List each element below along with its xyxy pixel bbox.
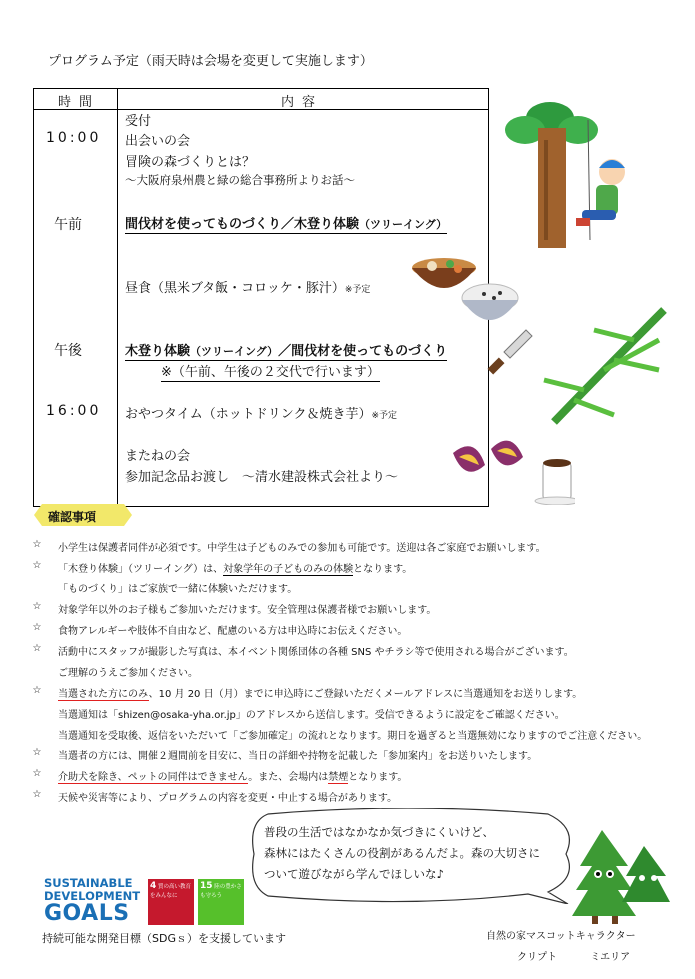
star-icon: ☆: [32, 643, 42, 654]
star-icon: ☆: [32, 789, 42, 800]
mascot-tree-characters: [572, 826, 672, 926]
note-text: 「ものづくり」はご家族で一緒に体験いただけます。: [58, 584, 298, 595]
mascot-caption: 自然の家マスコットキャラクター: [486, 931, 636, 942]
mascot-names: [517, 948, 630, 963]
item-lunch: [125, 277, 370, 296]
item-reception: 受付: [125, 114, 152, 129]
note-text: 当選通知を受取後、返信をいただいて「ご参加確定」の流れとなります。期日を過ぎると当選無効になりますのでご注意ください。: [58, 731, 648, 742]
note-text: 小学生は保護者同伴が必須です。中学生は子どものみでの参加も可能です。送迎は各ご家庭でお願いします。: [58, 543, 546, 554]
note-text: [58, 560, 412, 575]
am-activity-tag: （ツリーイング）: [359, 218, 448, 231]
table-column-divider: [117, 89, 118, 506]
pm-activity-text-b: ／間伐材を使ってものづくり: [278, 344, 448, 359]
star-icon: ☆: [32, 685, 42, 696]
mascot-name-1: クリプト: [517, 952, 557, 963]
snack-illustration: [445, 405, 575, 505]
sdg-goal-4: [148, 879, 194, 925]
am-activity-text: 間伐材を使ってものづくり／木登り体験: [125, 217, 360, 232]
note-text: 当選者の方には、開催２週間前を目安に、当日の詳細や持物を記載した「参加案内」をお送りいたします。: [58, 751, 538, 762]
sdg-goal-15-number: 15: [200, 881, 213, 891]
sweet-potato-illustration: [453, 441, 523, 472]
note-6-part-b: 、10 月 20 日（月）までに申込時にご登録いただくメールアドレスに当選通知をお送りします。: [148, 689, 583, 700]
sdg-goal-15-text: 陸の豊かさも守ろう: [200, 884, 242, 899]
time-1000: 10:00: [46, 130, 102, 146]
soup-bowl-illustration: [412, 258, 476, 288]
item-snack: [125, 403, 397, 422]
sdg-logo-goals: GOALS: [44, 901, 130, 926]
star-icon: ☆: [32, 601, 42, 612]
header-time: 時間: [58, 95, 101, 110]
note-2-part-a: 「木登り体験」（ツリーイング）は、: [58, 564, 224, 575]
coffee-cup-illustration: [535, 459, 575, 505]
note-2-part-c: となります。: [353, 564, 413, 575]
mascot-name-2: ミエリア: [590, 952, 631, 963]
star-icon: ☆: [32, 622, 42, 633]
note-text: [58, 685, 582, 700]
note-6-underlined: 当選された方にのみ: [58, 689, 149, 700]
note-8-underlined: 介助犬を除き、ペットの同伴はできません: [58, 772, 249, 783]
sdg-logo-line-1: SUSTAINABLE: [44, 876, 133, 890]
sdg-goal-4-number: 4: [150, 881, 157, 891]
pm-activity-text-a: 木登り体験: [125, 344, 191, 359]
bubble-line-3: ついて遊びながら学んでほしいな♪: [264, 867, 444, 881]
star-icon: ☆: [32, 560, 42, 571]
note-text: ご理解のうえご参加ください。: [58, 668, 198, 679]
star-icon: ☆: [32, 768, 42, 779]
item-gift: 参加記念品お渡し ～清水建設株式会社より～: [125, 470, 399, 485]
note-text: 活動中にスタッフが撮影した写真は、本イベント関係団体の各種 SNS やチラシ等で使用される場合がございます。: [58, 647, 574, 658]
note-8-no-smoking: 禁煙: [328, 772, 349, 783]
time-am: 午前: [54, 217, 82, 233]
confirm-heading: 確認事項: [48, 510, 97, 524]
saw-icon: [488, 330, 532, 374]
snack-note: ※予定: [371, 411, 398, 421]
bubble-line-1: 普段の生活ではなかなか気づきにくいけど、: [264, 825, 494, 839]
star-icon: ☆: [32, 747, 42, 758]
lunch-note: ※予定: [344, 285, 371, 295]
snack-text: おやつタイム（ホットドリンク＆焼き芋）: [125, 407, 372, 422]
program-title: プログラム予定（雨天時は会場を変更して実施します）: [48, 54, 373, 69]
sdg-support-text: 持続可能な開発目標（SDGｓ）を支援しています: [42, 932, 286, 945]
note-8-part-d: となります。: [348, 772, 408, 783]
item-opening: 出会いの会: [125, 134, 191, 149]
time-1600: 16:00: [46, 403, 102, 419]
bubble-line-2: 森林にはたくさんの役割があるんだよ。森の大切さに: [264, 846, 540, 860]
item-alternate-note: ※（午前、午後の２交代で行います）: [161, 361, 380, 382]
pm-activity-tag: （ツリーイング）: [190, 345, 279, 358]
note-text: 食物アレルギーや肢体不自由など、配慮のいる方は申込時にお伝えください。: [58, 626, 408, 637]
lunch-text: 昼食（黒米ブタ飯・コロッケ・豚汁）: [125, 281, 345, 296]
tree-climber-illustration: [500, 100, 670, 250]
item-am-activity: [125, 213, 447, 234]
time-pm: 午後: [54, 343, 82, 359]
note-text: 当選通知は「shizen@osaka-yha.or.jp」のアドレスから送信します。受信できるように設定をご確認ください。: [58, 710, 565, 721]
note-8-part-b: 。また、会場内は: [248, 772, 329, 783]
bubble-text: [264, 822, 564, 885]
note-text: 対象学年以外のお子様もご参加いただけます。安全管理は保護者様でお願いします。: [58, 605, 437, 616]
item-forest-title: 冒険の森づくりとは？: [125, 155, 256, 170]
note-text: 天候や災害等により、プログラムの内容を変更・中止する場合があります。: [58, 793, 398, 804]
sdg-goal-4-text: 質の高い教育をみんなに: [150, 884, 192, 899]
note-2-underlined: 対象学年の子どものみの体験: [223, 564, 354, 575]
star-icon: ☆: [32, 539, 42, 550]
sdg-logo-line-2: DEVELOPMENT: [44, 889, 141, 903]
header-content: 内容: [281, 95, 324, 110]
sdg-goal-15: [198, 879, 244, 925]
sdg-logo: [44, 877, 140, 925]
item-pm-activity: [125, 340, 447, 361]
item-forest-sub: ～大阪府泉州農と緑の総合事務所よりお話～: [125, 173, 355, 187]
item-closing: またねの会: [125, 449, 191, 464]
table-header-row: [34, 89, 488, 110]
note-text: [58, 768, 407, 783]
